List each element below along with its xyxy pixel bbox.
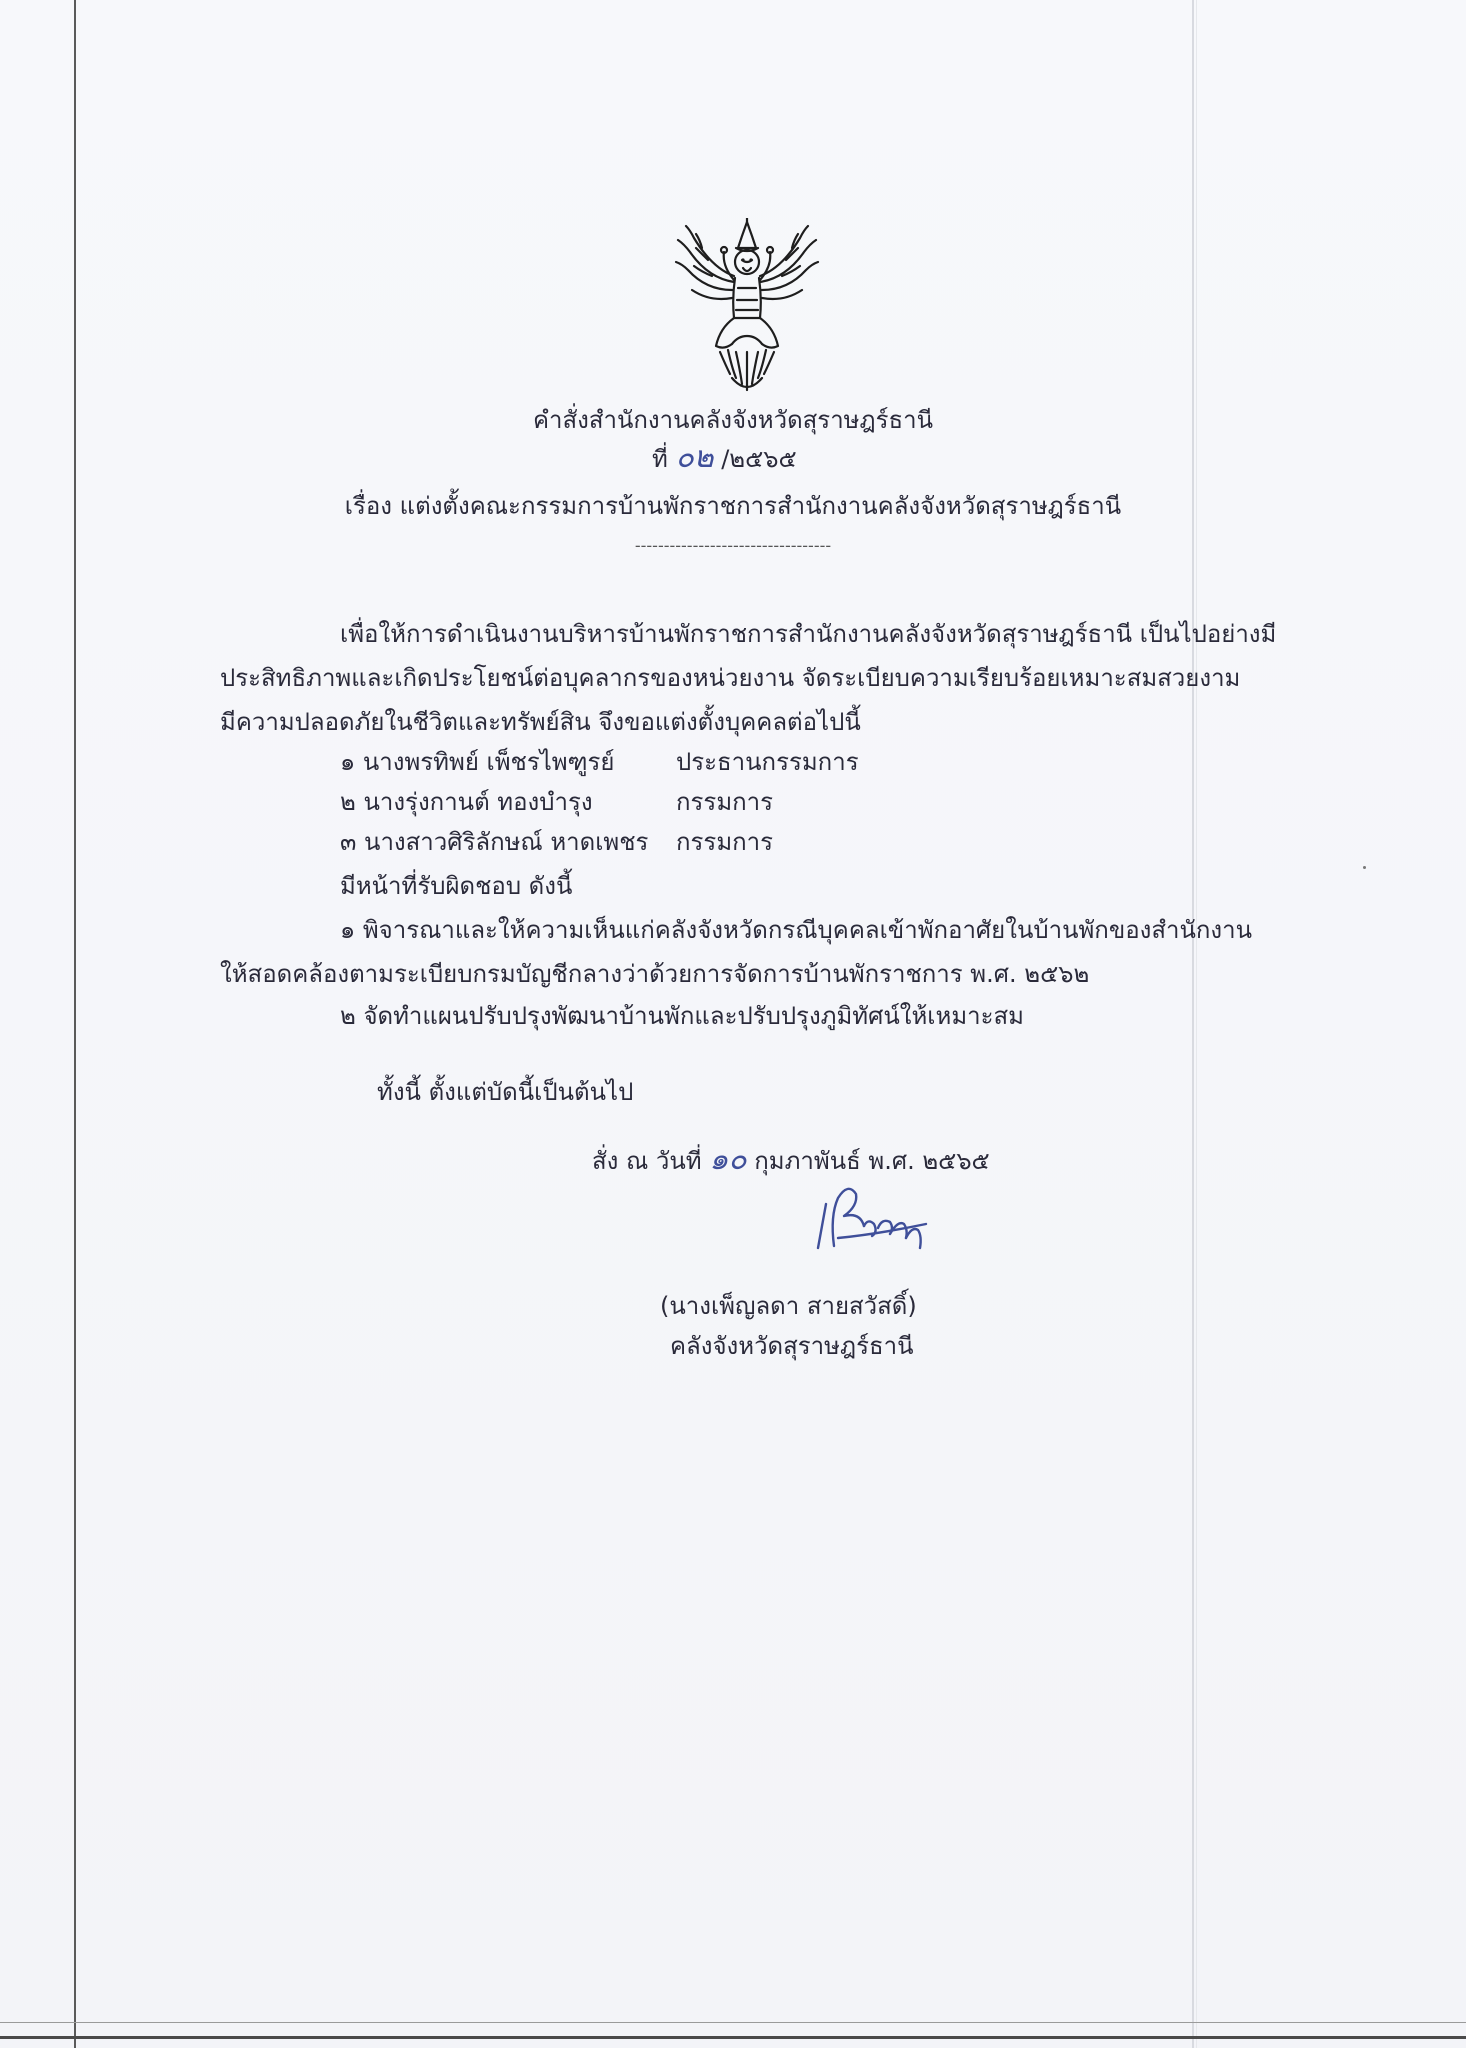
scan-edge-bottom xyxy=(0,2036,1466,2039)
duties-heading: มีหน้าที่รับผิดชอบ ดังนี้ xyxy=(340,872,573,900)
date-day-handwritten: ๑๐ xyxy=(709,1142,747,1177)
order-title: คำสั่งสำนักงานคลังจังหวัดสุราษฎร์ธานี xyxy=(532,406,934,434)
order-number-suffix: /๒๕๖๕ xyxy=(721,445,797,473)
signer-title: คลังจังหวัดสุราษฎร์ธานี xyxy=(670,1332,914,1360)
member-2-name: ๒ นางรุ่งกานต์ ทองบำรุง xyxy=(340,788,593,816)
order-date xyxy=(592,1144,990,1177)
handwritten-signature xyxy=(808,1176,938,1256)
date-prefix: สั่ง ณ วันที่ xyxy=(592,1147,702,1175)
member-3-name: ๓ นางสาวศิริลักษณ์ หาดเพชร xyxy=(340,828,649,856)
effective-statement: ทั้งนี้ ตั้งแต่บัดนี้เป็นต้นไป xyxy=(377,1078,634,1106)
separator-line: ---------------------------------- xyxy=(634,536,832,555)
date-suffix: กุมภาพันธ์ พ.ศ. ๒๕๖๕ xyxy=(754,1147,990,1175)
member-2-role: กรรมการ xyxy=(676,788,774,816)
member-1-role: ประธานกรรมการ xyxy=(676,748,859,776)
member-3-role: กรรมการ xyxy=(676,828,774,856)
paragraph-1-line-2: ประสิทธิภาพและเกิดประโยชน์ต่อบุคลากรของหน่วยงาน จัดระเบียบความเรียบร้อยเหมาะสมสวยงาม xyxy=(220,664,1241,692)
order-number-handwritten: ๐๒ xyxy=(675,440,714,475)
scan-edge-left xyxy=(74,0,76,2048)
scan-speck xyxy=(1363,866,1366,869)
paragraph-1-line-3: มีความปลอดภัยในชีวิตและทรัพย์สิน จึงขอแต่งตั้งบุคคลต่อไปนี้ xyxy=(220,708,861,736)
member-1-name: ๑ นางพรทิพย์ เพ็ชรไพฑูรย์ xyxy=(340,748,615,776)
garuda-emblem-icon xyxy=(672,218,822,398)
subject-line: เรื่อง แต่งตั้งคณะกรรมการบ้านพักราชการสำนักงานคลังจังหวัดสุราษฎร์ธานี xyxy=(344,492,1122,520)
duty-2: ๒ จัดทำแผนปรับปรุงพัฒนาบ้านพักและปรับปรุงภูมิทัศน์ให้เหมาะสม xyxy=(340,1002,1024,1030)
order-number xyxy=(652,442,797,475)
scan-edge-right-inner xyxy=(1196,0,1197,2048)
scan-edge-bottom-inner xyxy=(0,2022,1466,2023)
scan-edge-right xyxy=(1192,0,1194,2048)
order-number-prefix: ที่ xyxy=(652,445,668,473)
duty-1-line-2: ให้สอดคล้องตามระเบียบกรมบัญชีกลางว่าด้วยการจัดการบ้านพักราชการ พ.ศ. ๒๕๖๒ xyxy=(220,960,1090,988)
signer-name: (นางเพ็ญลดา สายสวัสดิ์) xyxy=(660,1292,917,1320)
paragraph-1-line-1: เพื่อให้การดำเนินงานบริหารบ้านพักราชการสำนักงานคลังจังหวัดสุราษฎร์ธานี เป็นไปอย่างมี xyxy=(340,620,1277,648)
duty-1-line-1: ๑ พิจารณาและให้ความเห็นแก่คลังจังหวัดกรณีบุคคลเข้าพักอาศัยในบ้านพักของสำนักงาน xyxy=(340,916,1253,944)
